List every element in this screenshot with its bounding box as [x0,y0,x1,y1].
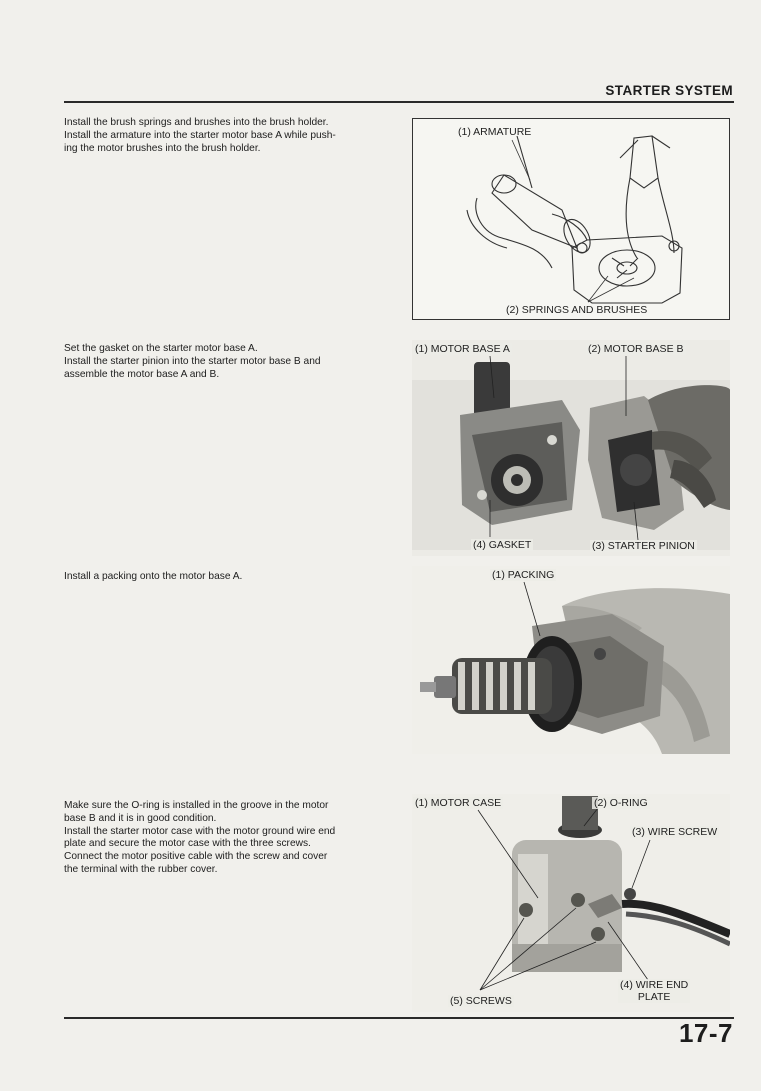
motor-case-figure [412,794,730,1012]
text-line: the terminal with the rubber cover. [64,863,218,875]
header-rule [64,101,734,103]
motor-base-photo [412,340,730,556]
callout-wire-end-line1: (4) WIRE END [620,979,689,991]
step-motor-case-text [64,800,399,877]
step-gasket-text [64,343,399,381]
footer-rule [64,1017,734,1019]
callout-springs-and-brushes: (2) SPRINGS AND BRUSHES [506,304,648,316]
text-line: Make sure the O-ring is installed in the groove in the motor [64,800,329,811]
text-line: Install a packing onto the motor base A. [64,571,243,582]
callout-starter-pinion: (3) STARTER PINION [592,540,695,552]
text-line: Install the starter pinion into the starter motor base B and [64,355,321,367]
text-line: Set the gasket on the starter motor base A. [64,343,258,354]
page-number: 17-7 [678,1018,733,1048]
text-line: assemble the motor base A and B. [64,368,220,380]
step-packing-text [64,571,399,584]
packing-figure [412,566,730,754]
packing-photo [412,566,730,754]
text-line: Connect the motor positive cable with the screw and cover [64,851,328,863]
callout-motor-base-a: (1) MOTOR BASE A [415,343,510,355]
armature-figure [412,118,730,320]
text-line: Install the brush springs and brushes into the brush holder. [64,117,329,128]
text-line: base B and it is in good condition. [64,812,217,824]
callout-wire-end-plate [618,979,690,1003]
callout-gasket: (4) GASKET [473,539,532,551]
text-line: Install the armature into the starter motor base A while push- [64,129,336,141]
motor-base-figure [412,340,730,556]
callout-packing: (1) PACKING [492,569,555,581]
step-armature-text [64,117,399,155]
text-line: ing the motor brushes into the brush holder. [64,142,261,154]
text-line: plate and secure the motor case with the three screws. [64,838,311,850]
callout-wire-end-line2: PLATE [637,991,671,1003]
text-line: Install the starter motor case with the motor ground wire end [64,825,336,837]
page-header-title: STARTER SYSTEM [605,83,733,98]
callout-screws: (5) SCREWS [450,995,512,1007]
callout-wire-screw: (3) WIRE SCREW [632,826,718,838]
callout-motor-case: (1) MOTOR CASE [415,797,502,809]
callout-motor-base-b: (2) MOTOR BASE B [588,343,684,355]
callout-armature: (1) ARMATURE [458,126,532,138]
callout-o-ring: (2) O-RING [594,797,648,809]
armature-illustration [412,118,730,320]
